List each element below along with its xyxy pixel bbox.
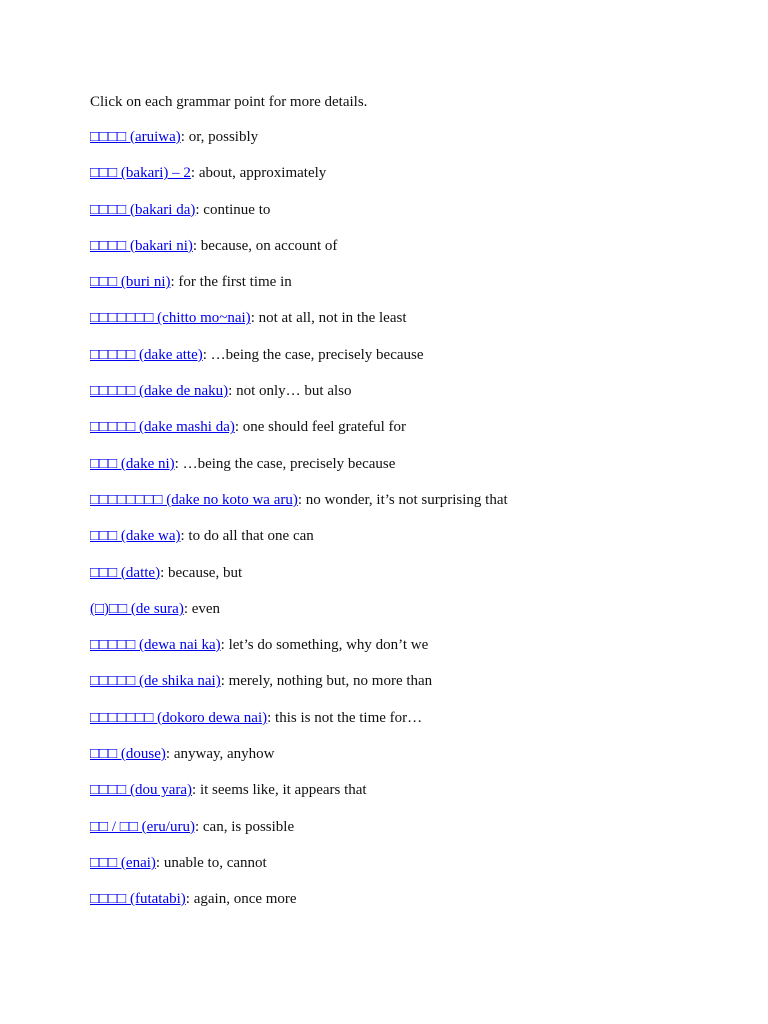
grammar-link-chitto-mo-nai[interactable]: □□□□□□□ (chitto mo~nai) [90,310,251,327]
grammar-meaning: : to do all that one can [180,528,314,545]
grammar-link-de-shika-nai[interactable]: □□□□□ (de shika nai) [90,673,221,690]
grammar-meaning: : continue to [195,201,271,218]
document-body [90,92,730,909]
grammar-item-enai [90,853,730,873]
grammar-item-dake-mashi-da [90,417,730,437]
grammar-link-bakari-2[interactable]: □□□ (bakari) – 2 [90,165,191,182]
grammar-meaning: : anyway, anyhow [165,746,275,763]
grammar-meaning: : …being the case, precisely because [174,455,396,472]
grammar-item-eru-uru [90,817,730,837]
grammar-link-datte[interactable]: □□□ (datte) [90,564,161,581]
grammar-item-dewa-nai-ka [90,635,730,655]
grammar-item-dake-ni [90,454,730,474]
grammar-meaning: : not at all, not in the least [250,310,407,327]
grammar-meaning: : because, on account of [192,237,338,254]
grammar-meaning: : merely, nothing but, no more than [220,673,433,690]
grammar-item-bakari-ni [90,236,730,256]
grammar-meaning: : unable to, cannot [155,854,267,871]
grammar-meaning: : about, approximately [190,165,327,182]
grammar-item-bakari-da [90,200,730,220]
grammar-item-de-shika-nai [90,671,730,691]
grammar-item-dokoro-dewa-nai [90,708,730,728]
grammar-item-buri-ni [90,272,730,292]
grammar-meaning: : this is not the time for… [267,709,423,726]
grammar-link-futatabi[interactable]: □□□□ (futatabi) [90,891,186,908]
grammar-link-dokoro-dewa-nai[interactable]: □□□□□□□ (dokoro dewa nai) [90,709,268,726]
grammar-item-dake-atte [90,345,730,365]
grammar-link-de-sura[interactable]: (□)□□ (de sura) [90,600,184,617]
grammar-link-enai[interactable]: □□□ (enai) [90,854,156,871]
grammar-link-dake-no-koto-wa-aru[interactable]: □□□□□□□□ (dake no koto wa aru) [90,491,298,508]
grammar-item-bakari-2 [90,163,730,183]
grammar-link-bakari-da[interactable]: □□□□ (bakari da) [90,201,196,218]
grammar-link-dake-de-naku[interactable]: □□□□□ (dake de naku) [90,383,229,400]
grammar-meaning: : not only… but also [228,383,352,400]
grammar-item-dake-no-koto-wa-aru [90,490,730,510]
grammar-list [90,127,730,909]
grammar-link-dou-yara[interactable]: □□□□ (dou yara) [90,782,193,799]
grammar-meaning: : again, once more [185,891,297,908]
grammar-link-dake-mashi-da[interactable]: □□□□□ (dake mashi da) [90,419,235,436]
grammar-item-datte [90,563,730,583]
grammar-link-dake-ni[interactable]: □□□ (dake ni) [90,455,175,472]
grammar-item-de-sura [90,599,730,619]
grammar-meaning: : …being the case, precisely because [202,346,424,363]
grammar-link-eru-uru[interactable]: □□ / □□ (eru/uru) [90,818,195,835]
grammar-item-dou-yara [90,780,730,800]
grammar-link-aruiwa[interactable]: □□□□ (aruiwa) [90,129,181,145]
grammar-item-futatabi [90,889,730,909]
grammar-item-dake-de-naku [90,381,730,401]
grammar-meaning: : can, is possible [194,818,295,835]
grammar-meaning: : let’s do something, why don’t we [220,637,429,654]
grammar-link-dake-wa[interactable]: □□□ (dake wa) [90,528,181,545]
grammar-item-douse [90,744,730,764]
grammar-meaning: : or, possibly [180,129,259,145]
grammar-meaning: : even [183,600,221,617]
grammar-link-buri-ni[interactable]: □□□ (buri ni) [90,274,171,291]
grammar-link-douse[interactable]: □□□ (douse) [90,746,166,763]
grammar-link-bakari-ni[interactable]: □□□□ (bakari ni) [90,237,193,254]
intro-text: Click on each grammar point for more details. [90,94,368,110]
grammar-item-dake-wa [90,526,730,546]
grammar-item-chitto-mo-nai [90,308,730,328]
grammar-meaning: : it seems like, it appears that [192,782,367,799]
grammar-link-dewa-nai-ka[interactable]: □□□□□ (dewa nai ka) [90,637,221,654]
grammar-meaning: : no wonder, it’s not surprising that [297,491,508,508]
grammar-meaning: : one should feel grateful for [234,419,407,436]
grammar-link-dake-atte[interactable]: □□□□□ (dake atte) [90,346,203,363]
grammar-meaning: : for the first time in [170,274,292,291]
grammar-meaning: : because, but [160,564,243,581]
grammar-item-aruiwa [90,127,730,147]
